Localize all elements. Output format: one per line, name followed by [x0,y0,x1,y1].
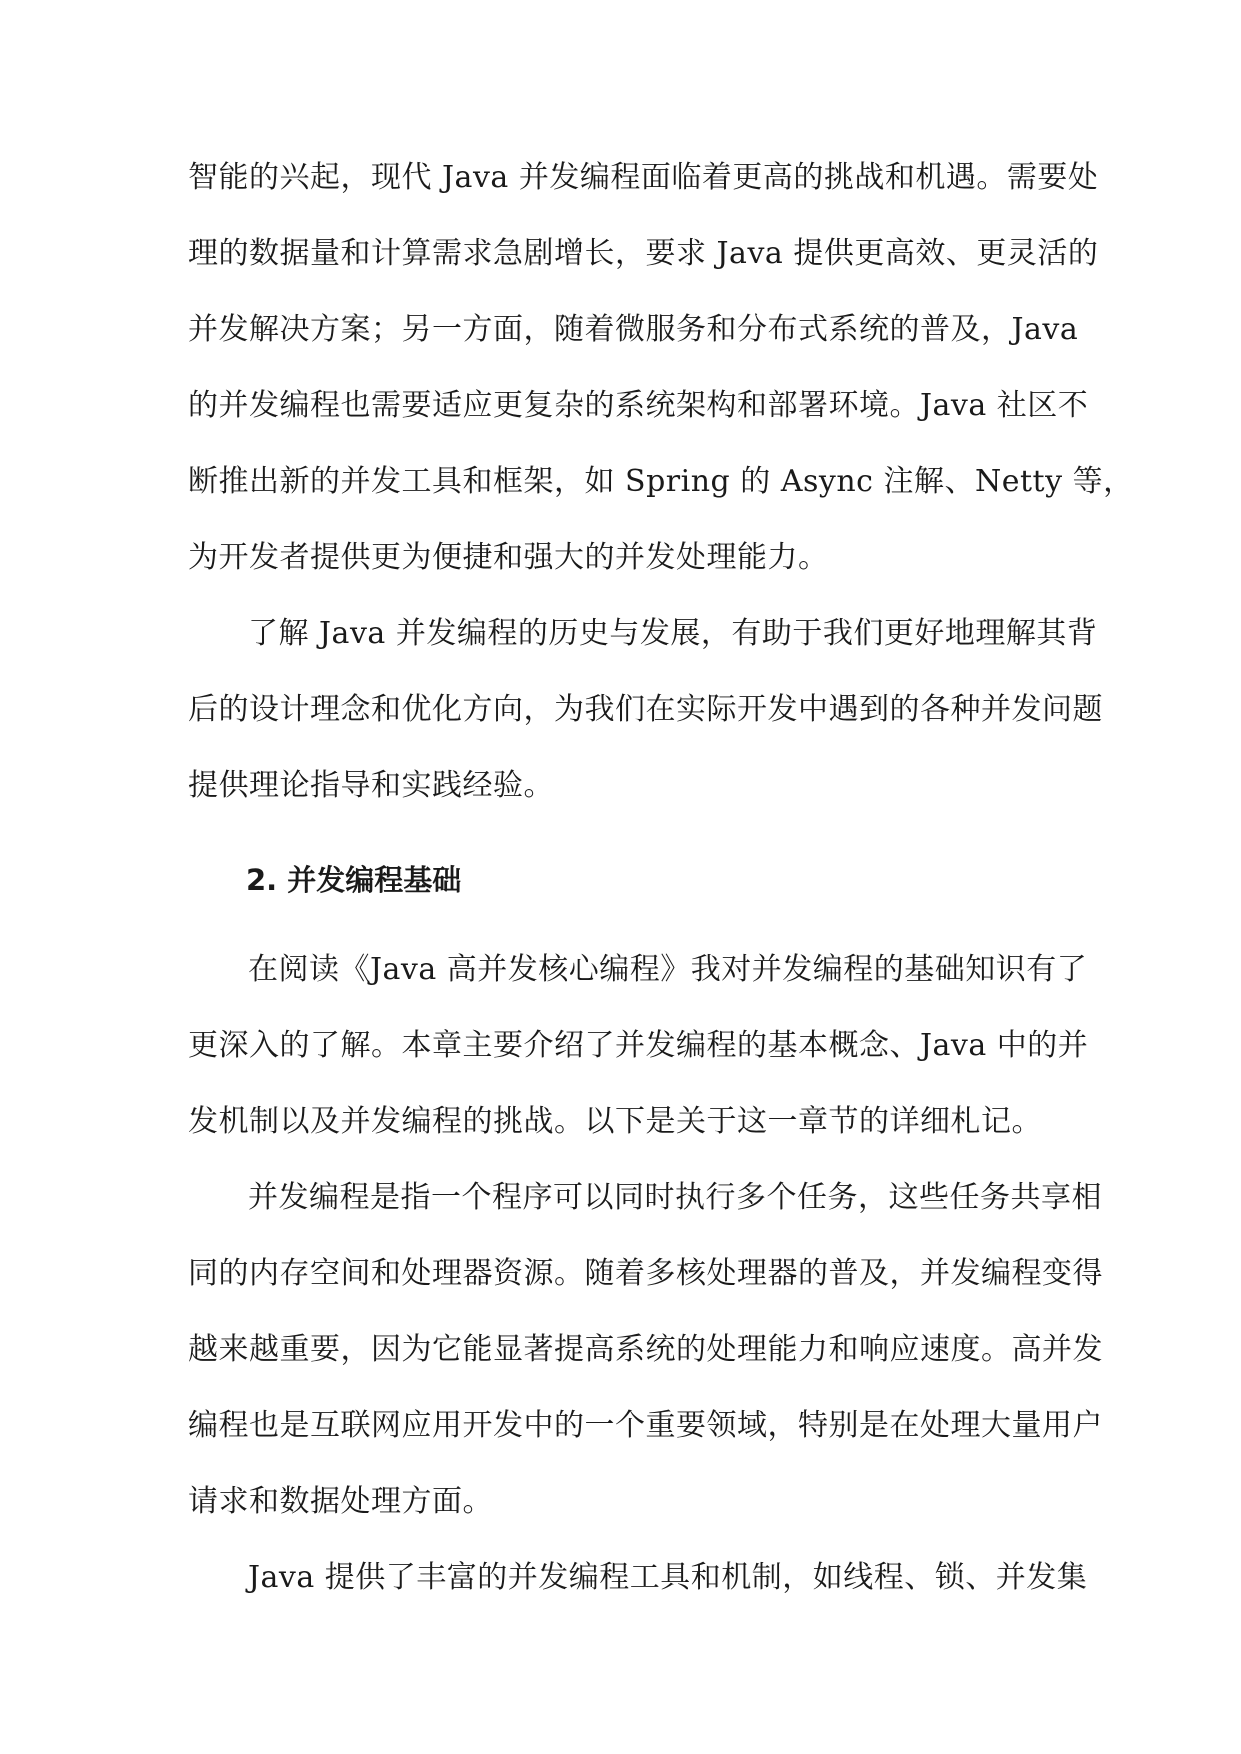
text-line: 在阅读《Java 高并发核心编程》我对并发编程的基础知识有了 [248,952,1088,987]
text-line: 同的内存空间和处理器资源。随着多核处理器的普及，并发编程变得 [188,1256,1103,1291]
text-line: 编程也是互联网应用开发中的一个重要领域，特别是在处理大量用户 [188,1408,1103,1443]
text-line: Java 提供了丰富的并发编程工具和机制，如线程、锁、并发集 [248,1560,1088,1595]
text-line: 并发解决方案；另一方面，随着微服务和分布式系统的普及，Java [188,312,1079,347]
text-line: 更深入的了解。本章主要介绍了并发编程的基本概念、Java 中的并 [188,1028,1089,1063]
paragraph-java-concurrency-tools [188,1540,1088,1616]
text-line: 了解 Java 并发编程的历史与发展，有助于我们更好地理解其背 [248,616,1098,651]
text-line: 智能的兴起，现代 Java 并发编程面临着更高的挑战和机遇。需要处 [188,160,1099,195]
text-line: 请求和数据处理方面。 [188,1484,493,1519]
text-line: 并发编程是指一个程序可以同时执行多个任务，这些任务共享相 [248,1180,1102,1215]
paragraph-concurrency-definition [188,1160,1103,1540]
page-body [188,140,1134,1616]
text-line: 后的设计理念和优化方向，为我们在实际开发中遇到的各种并发问题 [188,692,1103,727]
text-line: 提供理论指导和实践经验。 [188,768,554,803]
text-line: 理的数据量和计算需求急剧增长，要求 Java 提供更高效、更灵活的 [188,236,1099,271]
section-heading: 2. 并发编程基础 [246,863,462,897]
paragraph-history-summary [188,596,1103,824]
paragraph-java-modern-challenges [188,140,1134,596]
text-line: 发机制以及并发编程的挑战。以下是关于这一章节的详细札记。 [188,1104,1042,1139]
paragraph-reading-notes-intro [188,932,1089,1160]
text-line: 断推出新的并发工具和框架，如 Spring 的 Async 注解、Netty 等， [188,464,1134,499]
text-line: 的并发编程也需要适应更复杂的系统架构和部署环境。Java 社区不 [188,388,1089,423]
text-line: 为开发者提供更为便捷和强大的并发处理能力。 [188,540,829,575]
text-line: 越来越重要，因为它能显著提高系统的处理能力和响应速度。高并发 [188,1332,1103,1367]
